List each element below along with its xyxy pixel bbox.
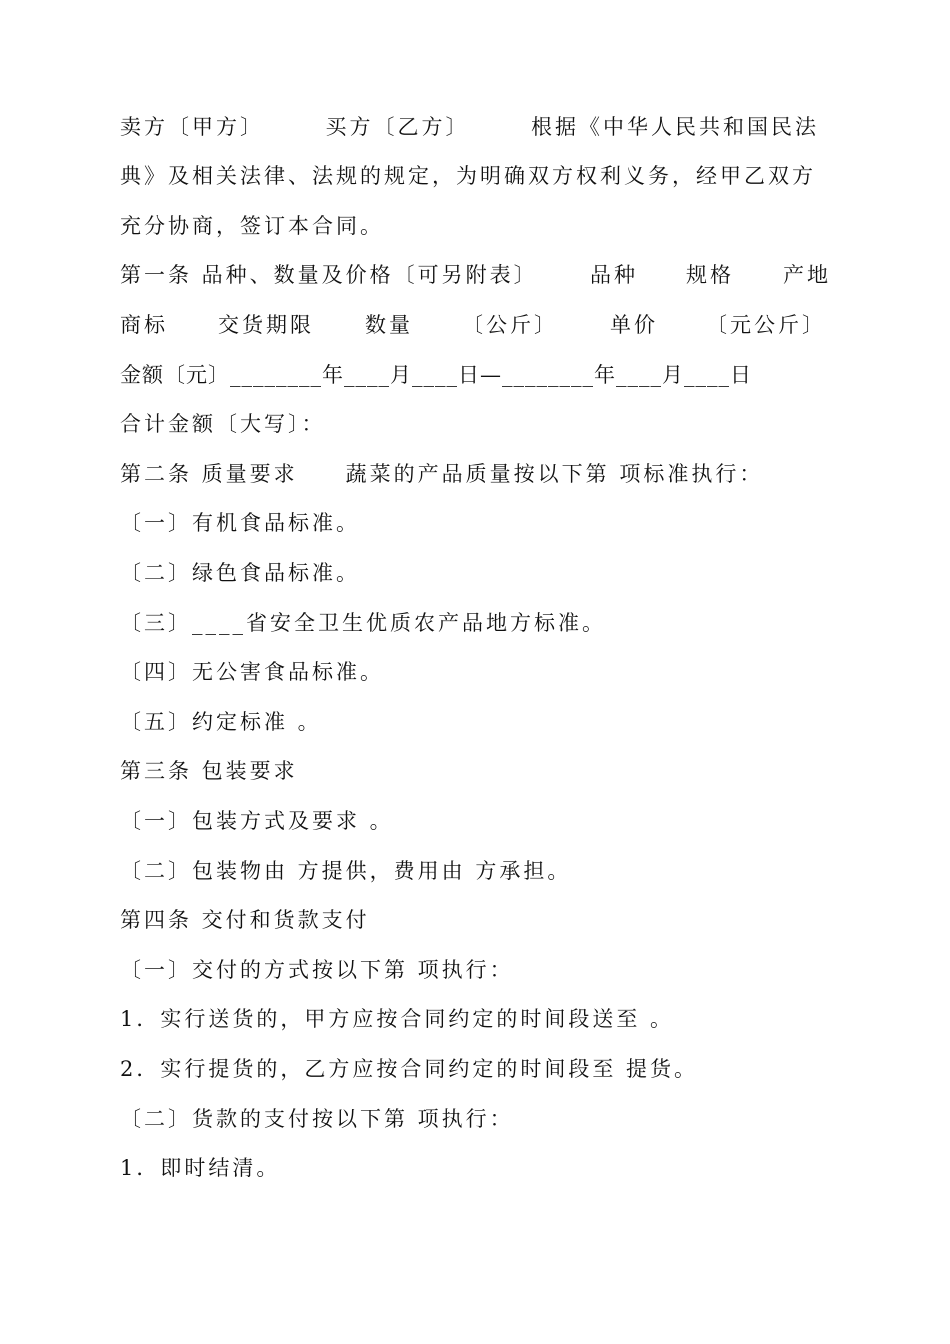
delivery-method-line: 〔一〕交付的方式按以下第 项执行： <box>120 958 514 982</box>
standard-item-3: 〔三〕____省安全卫生优质农产品地方标准。 <box>120 611 606 635</box>
header-yuan-per-kg: 〔元公斤〕 <box>706 313 826 337</box>
packaging-item-1: 〔一〕包装方式及要求 。 <box>120 809 394 833</box>
standard-item-2: 〔二〕绿色食品标准。 <box>120 561 360 585</box>
table-header-line-2 <box>120 310 832 340</box>
header-kg: 〔公斤〕 <box>462 313 558 337</box>
standard-item-1: 〔一〕有机食品标准。 <box>120 511 360 535</box>
header-spec: 规格 <box>686 263 734 287</box>
header-unit-price: 单价 <box>610 313 658 337</box>
standard-item-4: 〔四〕无公害食品标准。 <box>120 660 384 684</box>
article-1-title: 第一条 品种、数量及价格〔可另附表〕 <box>120 263 538 287</box>
header-delivery-period: 交货期限 <box>218 313 314 337</box>
delivery-option-2: 2．实行提货的，乙方应按合同约定的时间段至 提货。 <box>120 1057 699 1081</box>
paragraph-parties: 卖方〔甲方〕 买方〔乙方〕 根据《中华人民共和国民法 <box>120 115 819 139</box>
header-variety: 品种 <box>590 263 638 287</box>
total-amount-line: 合计金额〔大写〕： <box>120 412 326 436</box>
header-trademark: 商标 <box>120 313 168 337</box>
article-4-title: 第四条 交付和货款支付 <box>120 908 370 932</box>
standard-item-5: 〔五〕约定标准 。 <box>120 710 322 734</box>
article-2-line: 第二条 质量要求 蔬菜的产品质量按以下第 项标准执行： <box>120 462 764 486</box>
packaging-item-2: 〔二〕包装物由 方提供，费用由 方承担。 <box>120 859 572 883</box>
payment-option-1: 1．即时结清。 <box>120 1156 281 1180</box>
delivery-option-1: 1．实行送货的，甲方应按合同约定的时间段送至 。 <box>120 1007 675 1031</box>
paragraph-basis: 典》及相关法律、法规的规定，为明确双方权利义务，经甲乙双方 <box>120 164 816 188</box>
paragraph-agreement: 充分协商，签订本合同。 <box>120 214 384 238</box>
article-3-title: 第三条 包装要求 <box>120 759 298 783</box>
article-1-line <box>120 260 832 290</box>
header-origin: 产地 <box>783 263 831 287</box>
header-quantity: 数量 <box>365 313 413 337</box>
amount-date-line: 金额〔元〕________年____月____日—________年____月____日 <box>120 363 752 387</box>
payment-method-line: 〔二〕货款的支付按以下第 项执行： <box>120 1107 514 1131</box>
